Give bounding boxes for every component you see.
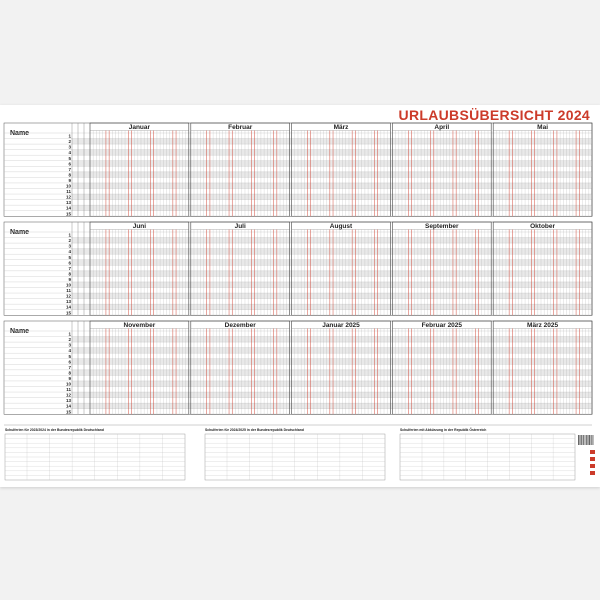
row-number: 6 [68,260,71,266]
row-number: 3 [68,243,71,249]
month-frame [191,222,290,315]
month-frame [292,123,391,216]
row-number: 10 [65,282,71,288]
footer-heading: Schulferien für 2024/2025 in der Bundesrepublik Deutschland [205,428,304,432]
name-header: Name [10,229,30,236]
row-shade [72,392,592,398]
row-shade [72,403,592,409]
row-number: 13 [65,200,71,206]
row-shade [72,172,592,178]
month-frame [392,321,491,414]
row-shade [72,282,592,288]
row-number: 7 [68,265,71,271]
month-name: Februar 2025 [421,322,463,329]
month-name: Oktober [530,223,556,230]
row-shade [72,381,592,387]
name-header: Name [10,130,30,137]
footer-heading: Schulferien für 2023/2024 in der Bundesrepublik Deutschland [5,428,104,432]
row-shade [72,304,592,310]
name-header: Name [10,328,30,335]
marker-chip [590,471,595,475]
barcode-bar [589,435,590,445]
month-frame [90,123,189,216]
row-number: 9 [68,177,71,183]
barcode-bar [578,435,579,445]
row-number: 1 [68,133,71,139]
month-name: März [333,124,349,131]
row-number: 14 [65,205,71,211]
month-frame [493,321,592,414]
row-number: 12 [65,293,71,299]
barcode-bar [592,435,593,445]
row-number: 6 [68,359,71,365]
row-number: 1 [68,232,71,238]
marker-chip [590,457,595,461]
marker-chip [590,464,595,468]
row-shade [72,359,592,365]
row-number: 7 [68,364,71,370]
row-shade [72,161,592,167]
month-frame [392,222,491,315]
month-frame [90,321,189,414]
row-number: 8 [68,271,71,277]
row-number: 5 [68,254,71,260]
row-number: 14 [65,403,71,409]
month-name: April [434,124,450,131]
row-number: 2 [68,139,71,145]
month-frame [90,222,189,315]
month-name: Dezember [224,322,256,329]
row-number: 3 [68,342,71,348]
row-shade [72,150,592,156]
month-name: Januar [128,124,151,131]
row-number: 4 [68,348,71,354]
row-number: 14 [65,304,71,310]
row-number: 7 [68,166,71,172]
row-number: 5 [68,353,71,359]
footer-heading: Schulferien mit Abkürzung in der Republik Österreich [400,428,487,432]
row-shade [72,260,592,266]
row-number: 12 [65,392,71,398]
row-shade [72,139,592,145]
row-number: 10 [65,183,71,189]
planner-sheet [0,105,600,487]
row-number: 10 [65,381,71,387]
month-name: September [424,223,459,230]
month-name: Januar 2025 [322,322,360,329]
row-number: 9 [68,276,71,282]
row-number: 4 [68,150,71,156]
month-frame [493,222,592,315]
month-name: Juni [132,223,147,230]
row-number: 11 [66,387,71,393]
row-number: 11 [66,189,71,195]
row-number: 15 [65,409,71,415]
month-frame [292,222,391,315]
row-number: 8 [68,370,71,376]
row-number: 12 [65,194,71,200]
row-number: 15 [65,211,71,217]
row-number: 4 [68,249,71,255]
row-shade [72,271,592,277]
row-shade [72,348,592,354]
barcode-bar [586,435,587,445]
month-name: März 2025 [527,322,559,329]
month-frame [493,123,592,216]
row-number: 6 [68,161,71,167]
row-number: 2 [68,238,71,244]
row-shade [72,337,592,343]
row-number: 1 [68,331,71,337]
month-frame [392,123,491,216]
month-name: Mai [537,124,549,131]
month-name: Juli [234,223,246,230]
month-frame [292,321,391,414]
row-number: 3 [68,144,71,150]
row-shade [72,183,592,189]
row-number: 2 [68,337,71,343]
row-number: 5 [68,155,71,161]
month-name: Februar [228,124,253,131]
barcode-bar [581,435,582,445]
row-number: 13 [65,299,71,305]
page-title: URLAUBSÜBERSICHT 2024 [398,107,590,123]
marker-chip [590,450,595,454]
planner-grid [0,105,600,487]
month-frame [191,123,290,216]
row-number: 11 [66,288,71,294]
row-shade [72,238,592,244]
row-number: 15 [65,310,71,316]
row-number: 13 [65,398,71,404]
month-name: August [329,223,353,230]
barcode-bar [583,435,584,445]
row-shade [72,370,592,376]
month-frame [191,321,290,414]
row-shade [72,293,592,299]
row-number: 9 [68,375,71,381]
row-number: 8 [68,172,71,178]
row-shade [72,249,592,255]
month-name: November [123,322,156,329]
row-shade [72,194,592,200]
row-shade [72,205,592,211]
